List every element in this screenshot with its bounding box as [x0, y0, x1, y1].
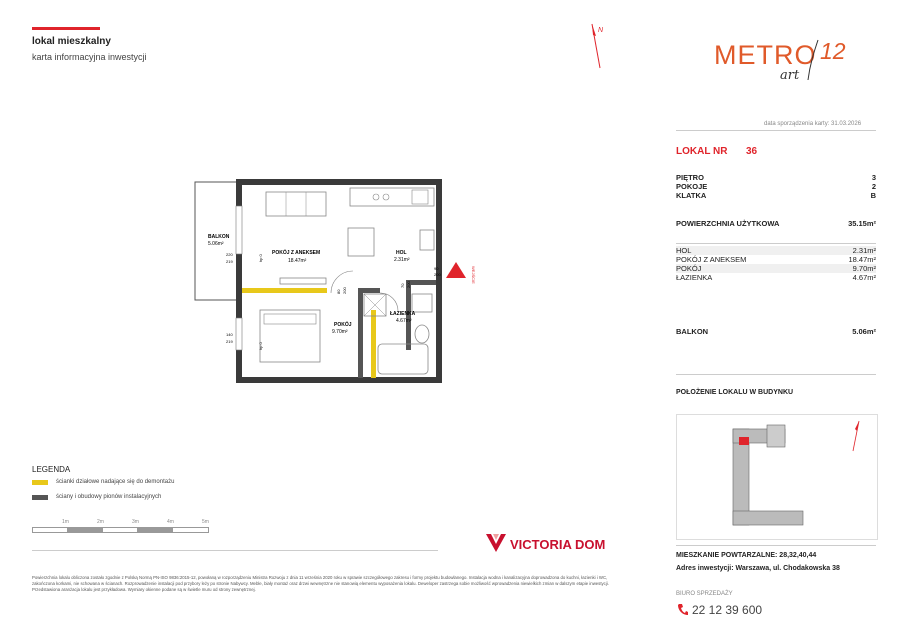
logo-script: art	[780, 68, 800, 83]
legend-swatch-grey	[32, 495, 48, 500]
address: Adres inwestycji: Warszawa, ul. Chodakowska 38	[676, 565, 840, 572]
removable-wall	[242, 288, 327, 293]
dimension: 200	[434, 272, 441, 277]
hall-label: HOL	[396, 250, 407, 256]
logo-text: METRO	[714, 40, 817, 70]
room-row: POKÓJ 9.70m²	[676, 264, 876, 273]
victoria-dom-logo-icon	[484, 532, 508, 554]
building-location-map	[676, 414, 878, 540]
document-subtitle: karta informacyjna inwestycji	[32, 52, 147, 62]
legend-item: ściany i obudowy pionów instalacyjnych	[32, 494, 161, 500]
floor-level: hp 0	[258, 254, 263, 262]
entrance-arrow-icon	[446, 262, 466, 278]
floor-row: PIĘTRO 3	[676, 173, 876, 182]
divider	[32, 550, 438, 551]
balcony-area: 5.06m²	[208, 241, 224, 247]
date-created: data sporządzenia karty: 31.03.2026	[764, 121, 862, 127]
floor-level: hp 0	[258, 342, 263, 350]
bedroom-area: 9.70m²	[332, 329, 348, 335]
room-row: ŁAZIENKA 4.67m²	[676, 273, 876, 282]
entrance-label: WEJŚCIE	[471, 266, 476, 284]
sales-office-label: BIURO SPRZEDAŻY	[676, 591, 733, 597]
north-label: N	[598, 27, 604, 34]
divider	[676, 545, 876, 546]
dimension: 219	[226, 259, 233, 264]
room-row: HOL 2.31m²	[676, 246, 876, 255]
area-row: POWIERZCHNIA UŻYTKOWA 35.15m²	[676, 219, 876, 228]
dimension: 70	[400, 283, 405, 288]
balcony-label: BALKON	[208, 234, 230, 240]
developer-name: VICTORIA DOM	[510, 537, 606, 552]
repeat-units: MIESZKANIE POWTARZALNE: 28,32,40,44	[676, 552, 817, 559]
dimension: 90	[434, 266, 439, 271]
bedroom-label: POKÓJ	[334, 322, 352, 328]
dimension: 220	[226, 252, 233, 257]
unit-label: LOKAL NR	[676, 146, 728, 157]
living-room-area: 18.47m²	[288, 258, 307, 264]
hall-area: 2.31m²	[394, 257, 410, 263]
location-title: POŁOŻENIE LOKALU W BUDYNKU	[676, 389, 794, 396]
room-row: POKÓJ Z ANEKSEM 18.47m²	[676, 255, 876, 264]
divider	[676, 374, 876, 375]
floor-plan	[180, 170, 480, 385]
bathroom-label: ŁAZIENKA	[390, 311, 416, 317]
phone-number[interactable]: 22 12 39 600	[692, 603, 763, 617]
legend-title: LEGENDA	[32, 465, 71, 474]
dimension: 80	[336, 289, 341, 294]
north-arrow-icon	[584, 20, 614, 72]
building-outline	[677, 415, 877, 539]
living-room-label: POKÓJ Z ANEKSEM	[272, 250, 321, 256]
logo-swash-icon	[804, 38, 824, 82]
legend-swatch-yellow	[32, 480, 48, 485]
unit-number: 36	[746, 146, 758, 157]
divider	[676, 243, 876, 244]
legend-item: ścianki działowe nadające się do demontażu	[32, 479, 174, 485]
phone-icon	[676, 603, 688, 617]
rooms-row: POKOJE 2	[676, 182, 876, 191]
divider	[676, 130, 876, 131]
staircase-row: KLATKA B	[676, 191, 876, 200]
document-title: lokal mieszkalny	[32, 36, 111, 47]
dimension: 219	[226, 339, 233, 344]
dimension: 200	[406, 281, 411, 288]
balcony-row: BALKON 5.06m²	[676, 327, 876, 336]
logo-number: 12	[820, 38, 846, 64]
unit-marker	[739, 437, 749, 445]
removable-wall	[371, 310, 376, 378]
dimension: 200	[342, 287, 347, 294]
dimension: 140	[226, 332, 233, 337]
header-accent-bar	[32, 27, 100, 30]
disclaimer: Powierzchnia lokalu obliczona zostało zgodnie z Polską Normą PN-ISO 9836:2015-12, powołaną w rozporządzeniu Ministra Rozwoju z dnia 11 września 2020 roku w sprawie szczegółowego zakresu i formy projektu budowlanego. Instalacja wodna i kanalizacyjna doprowadzona do kuchni, łazienki i WC, zakończona korkami, nie schowana w ścianach. Rozprowadzenie instalacji pod przybory leży po stronie Nabywcy. Meble, biały montaż oraz drzwi wewnętrzne nie stanowią elementu wyposażenia lokalu. Deweloper zastrzega sobie możliwość wprowadzenia niewielkich zmian w dalszym etapie inwestycji. Przedstawiona aranżacja lokalu jest przykładowa. Wymiary okienne podane są w świetle muru od strony zewnętrznej.	[32, 575, 609, 592]
bathroom-area: 4.67m²	[396, 318, 412, 324]
